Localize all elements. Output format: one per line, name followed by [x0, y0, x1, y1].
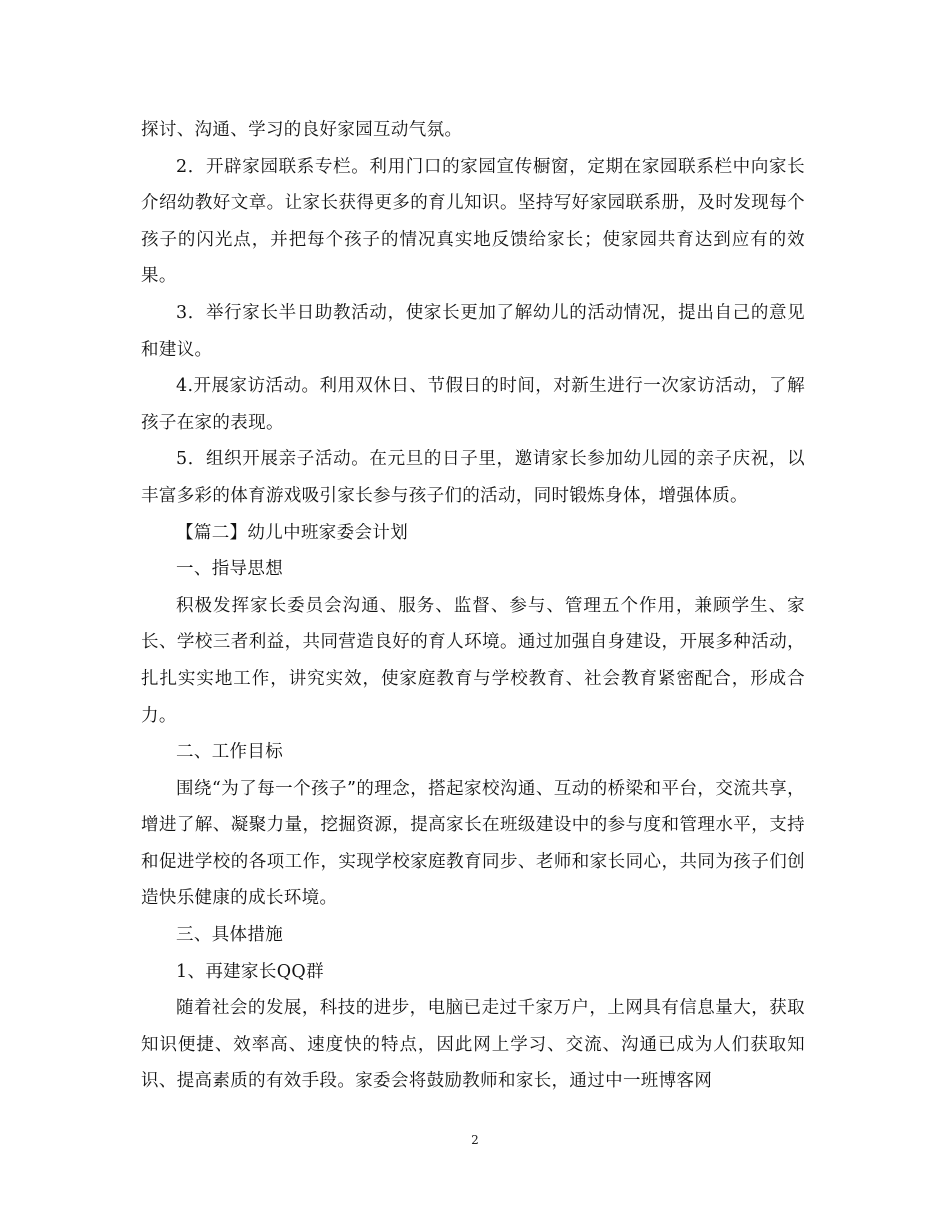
paragraph-4: 4.开展家访活动。利用双休日、节假日的时间，对新生进行一次家访活动，了解孩子在家的表现。 [141, 376, 805, 433]
heading-work-goals: 二、工作目标 [176, 742, 284, 763]
paragraph-5: 5．组织开展亲子活动。在元旦的日子里，邀请家长参加幼儿园的亲子庆祝，以丰富多彩的体育游戏吸引家长参与孩子们的活动，同时锻炼身体，增强体质。 [141, 449, 805, 506]
paragraph-1: 探讨、沟通、学习的良好家园互动气氛。 [141, 120, 463, 140]
paragraph-2: 2．开辟家园联系专栏。利用门口的家园宣传橱窗，定期在家园联系栏中向家长介绍幼教好文章。让家长获得更多的育儿知识。坚持写好家园联系册，及时发现每个孩子的闪光点，并把每个孩子的情况真实地反馈给家长；使家园共育达到应有的效果。 [141, 156, 805, 287]
heading-guiding-thought: 一、指导思想 [176, 559, 284, 580]
subheading-qq-group: 1、再建家长QQ群 [176, 961, 324, 982]
paragraph-3: 3．举行家长半日助教活动，使家长更加了解幼儿的活动情况，提出自己的意见和建议。 [141, 302, 805, 360]
section-title: 【篇二】幼儿中班家委会计划 [176, 522, 409, 543]
paragraph-guiding-thought: 积极发挥家长委员会沟通、服务、监督、参与、管理五个作用，兼顾学生、家长、学校三者利益，共同营造良好的育人环境。通过加强自身建设，开展多种活动，扎扎实实地工作，讲究实效，使家庭教育与学校教育、社会教育紧密配合，形成合力。 [141, 595, 805, 726]
page-number: 2 [471, 1133, 479, 1147]
heading-specific-measures: 三、具体措施 [176, 925, 284, 946]
paragraph-qq-group: 随着社会的发展，科技的进步，电脑已走过千家万户，上网具有信息量大，获取知识便捷、效率高、速度快的特点，因此网上学习、交流、沟通已成为人们获取知识、提高素质的有效手段。家委会将鼓励教师和家长，通过中一班博客网 [141, 998, 805, 1092]
document-body [141, 112, 805, 1100]
paragraph-work-goals: 围绕“为了每一个孩子”的理念，搭起家校沟通、互动的桥梁和平台，交流共享，增进了解、凝聚力量，挖掘资源，提高家长在班级建设中的参与度和管理水平，支持和促进学校的各项工作，实现学校家庭教育同步、老师和家长同心，共同为孩子们创造快乐健康的成长环境。 [141, 778, 805, 909]
